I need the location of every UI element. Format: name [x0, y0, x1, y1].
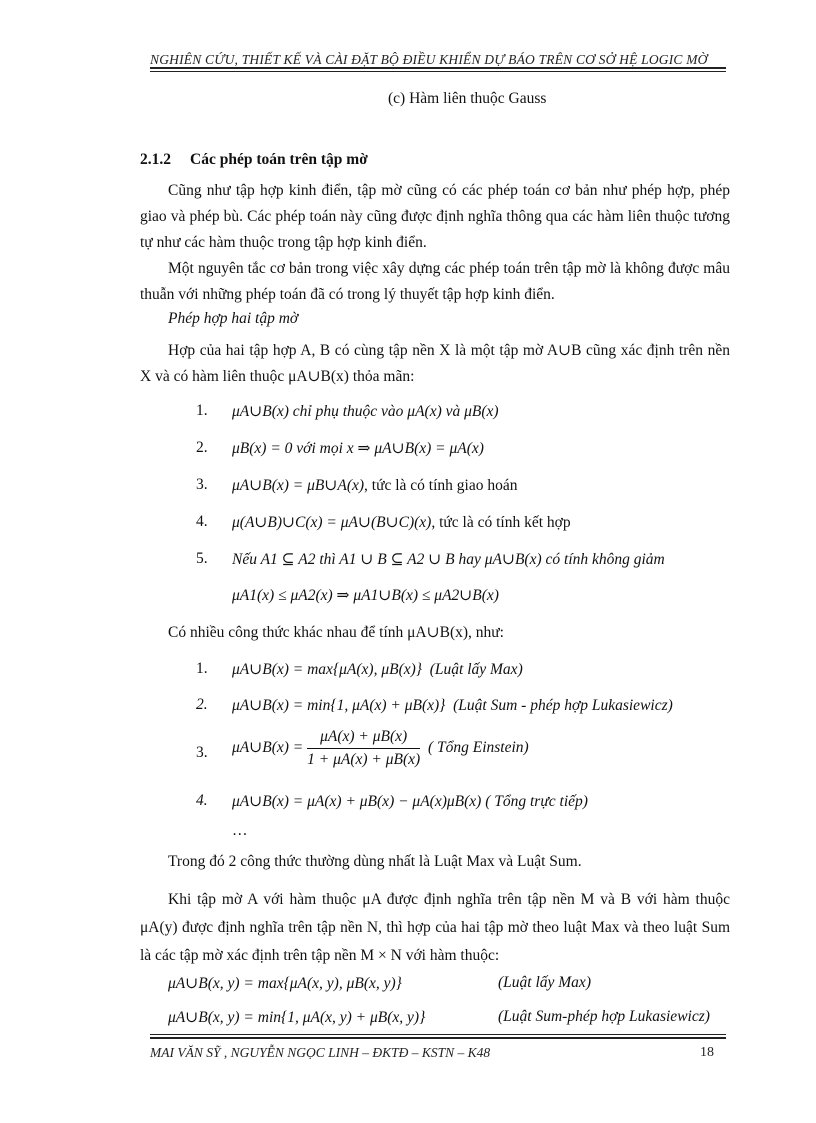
header-rule-thin: [150, 71, 726, 72]
formula-lhs: μA∪B(x) = μA(x) + μB(x) − μA(x)μB(x): [232, 793, 482, 810]
paragraph-formulas-intro: Có nhiều công thức khác nhau để tính μA∪B(x), như:: [168, 624, 504, 641]
formula-row: [232, 696, 673, 715]
fraction: [307, 728, 420, 769]
formula-number: 1.: [196, 660, 208, 677]
property-number: 5.: [196, 550, 208, 567]
formula-lhs: μA∪B(x) =: [232, 739, 304, 757]
property-number: 1.: [196, 402, 208, 419]
property-formula: μA∪B(x) chỉ phụ thuộc vào μA(x) và μB(x): [232, 403, 499, 420]
property-formula-row: [232, 513, 571, 532]
formula-row: [232, 728, 529, 769]
paragraph-cartesian: Khi tập mờ A với hàm thuộc μA được định nghĩa trên tập nền M và B với hàm thuộc μA(y) được định nghĩa trên tập nền N, thì hợp của hai tập mờ theo luật Max và theo luật Sum là các tập mờ xác định trên tập nền M × N với hàm thuộc:: [140, 891, 730, 964]
header-rule-thick: [150, 67, 726, 69]
running-header: NGHIÊN CỨU, THIẾT KẾ VÀ CÀI ĐẶT BỘ ĐIỀU KHIỂN DỰ BÁO TRÊN CƠ SỞ HỆ LOGIC MỜ: [150, 52, 708, 67]
paragraph-intro: Cũng như tập hợp kinh điển, tập mờ cũng có các phép toán cơ bản như phép hợp, phép giao và phép bù. Các phép toán này cũng được định nghĩa thông qua các hàm liên thuộc tương tự như các hàm thuộc trong tập hợp kinh điển.: [140, 182, 730, 251]
mn-formula-max-label: (Luật lấy Max): [498, 974, 591, 991]
formula-row: [232, 792, 588, 811]
figure-caption: (c) Hàm liên thuộc Gauss: [388, 90, 547, 107]
mn-formula-max: μA∪B(x, y) = max{μA(x, y), μB(x, y)}: [168, 975, 402, 992]
paragraph-union-def: Hợp của hai tập hợp A, B có cùng tập nền X là một tập mờ A∪B cũng xác định trên nền X và có hàm liên thuộc μA∪B(x) thỏa mãn:: [140, 342, 730, 385]
property-note: , tức là có tính giao hoán: [364, 477, 518, 494]
formula-label: ( Tổng trực tiếp): [485, 793, 588, 810]
section-heading: [140, 151, 368, 169]
property-formula: μB(x) = 0 với mọi x ⇒ μA∪B(x) = μA(x): [232, 440, 484, 457]
formula-number: 4.: [196, 792, 208, 809]
sub-heading-union: Phép hợp hai tập mờ: [168, 310, 299, 327]
paragraph-common-rules: Trong đó 2 công thức thường dùng nhất là Luật Max và Luật Sum.: [168, 853, 582, 870]
ellipsis: …: [232, 822, 248, 839]
mn-formula-sum-label: (Luật Sum-phép hợp Lukasiewicz): [498, 1008, 710, 1025]
fraction-numerator: μA(x) + μB(x): [307, 728, 420, 749]
formula-number: 2.: [196, 696, 208, 713]
footer-rule-thick: [150, 1037, 726, 1039]
formula-number: 3.: [196, 744, 208, 761]
property-formula: μA∪B(x) = μB∪A(x): [232, 477, 365, 494]
formula-lhs: μA∪B(x) = max{μA(x), μB(x)}: [232, 661, 422, 678]
property-formula: Nếu A1 ⊆ A2 thì A1 ∪ B ⊆ A2 ∪ B hay μA∪B(x) có tính không giảm: [232, 551, 665, 568]
property-number: 3.: [196, 476, 208, 493]
property-number: 2.: [196, 439, 208, 456]
section-title: Các phép toán trên tập mờ: [190, 151, 368, 168]
formula-lhs: μA∪B(x) = min{1, μA(x) + μB(x)}: [232, 697, 446, 714]
formula-label: (Luật lấy Max): [429, 661, 523, 678]
mn-formula-sum: μA∪B(x, y) = min{1, μA(x, y) + μB(x, y)}: [168, 1009, 426, 1026]
formula-label: (Luật Sum - phép hợp Lukasiewicz): [453, 697, 673, 714]
page-number: 18: [700, 1045, 714, 1060]
footer-authors: MAI VĂN SỸ , NGUYỄN NGỌC LINH – ĐKTĐ – KSTN – K48: [150, 1045, 491, 1060]
property-note: , tức là có tính kết hợp: [431, 514, 571, 531]
section-number: 2.1.2: [140, 151, 171, 168]
fraction-denominator: 1 + μA(x) + μB(x): [307, 751, 421, 768]
formula-row: [232, 660, 523, 679]
formula-label: ( Tổng Einstein): [427, 739, 529, 757]
property-formula: μ(A∪B)∪C(x) = μA∪(B∪C)(x): [232, 514, 432, 531]
property-formula-row: [232, 476, 518, 495]
property-number: 4.: [196, 513, 208, 530]
property-formula-line2: μA1(x) ≤ μA2(x) ⇒ μA1∪B(x) ≤ μA2∪B(x): [232, 587, 499, 604]
paragraph-principle: Một nguyên tắc cơ bản trong việc xây dựng các phép toán trên tập mờ là không được mâu thuẫn với những phép toán đã có trong lý thuyết tập hợp kinh điển.: [140, 260, 730, 303]
footer-rule-thin: [150, 1034, 726, 1035]
